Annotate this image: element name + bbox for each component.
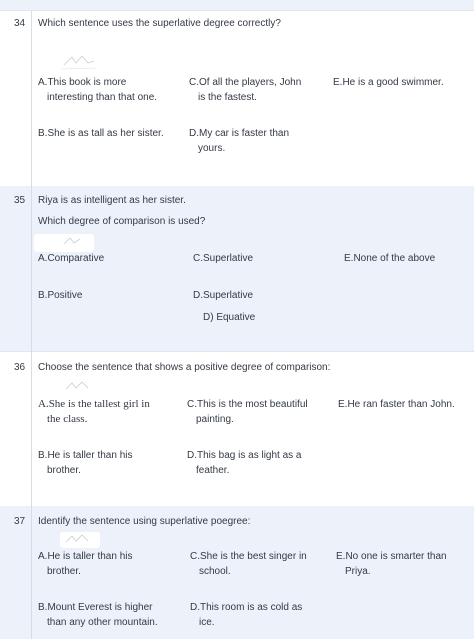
option-b-line2: than any other mountain.: [47, 617, 158, 628]
option-b-line2: brother.: [47, 465, 81, 476]
option-e[interactable]: [338, 397, 455, 412]
option-c-line2: school.: [199, 566, 231, 577]
option-a[interactable]: [38, 397, 150, 427]
scribble-mark: [62, 379, 98, 395]
question-35: [0, 186, 474, 351]
question-number: 37: [14, 516, 26, 527]
option-a-line1: A.This book is more: [38, 77, 127, 88]
question-36: [0, 351, 474, 506]
question-text: Identify the sentence using superlative poegree:: [38, 516, 251, 527]
option-a[interactable]: [38, 75, 157, 105]
option-e-line1: E.He ran faster than John.: [338, 399, 455, 410]
option-e[interactable]: [333, 75, 444, 90]
option-extra-line1: D) Equative: [203, 312, 256, 323]
option-d-line2: yours.: [198, 143, 226, 154]
option-e-line2: Priya.: [345, 566, 371, 577]
option-d[interactable]: [193, 288, 253, 303]
option-d-line1: D.My car is faster than: [189, 128, 290, 139]
option-c[interactable]: [190, 549, 307, 579]
option-c-line2: painting.: [196, 414, 234, 425]
option-b-line1: B.Mount Everest is higher: [38, 602, 153, 613]
option-a[interactable]: [38, 549, 133, 579]
option-a[interactable]: [38, 251, 104, 266]
divider: [31, 506, 32, 639]
question-number: 35: [14, 195, 26, 206]
divider: [31, 351, 32, 506]
option-e[interactable]: [336, 549, 447, 579]
option-b-line1: B.Positive: [38, 290, 83, 301]
option-c-line2: is the fastest.: [198, 92, 257, 103]
option-b[interactable]: [38, 448, 133, 478]
question-34: [0, 11, 474, 186]
question-37: [0, 506, 474, 639]
option-a-line2: the class.: [47, 413, 88, 425]
option-b-line1: B.He is taller than his: [38, 450, 133, 461]
option-c-line1: C.Superlative: [193, 253, 254, 264]
option-e[interactable]: [344, 251, 435, 266]
scribble-mark: [60, 532, 100, 548]
option-b[interactable]: [38, 288, 82, 303]
question-text: Choose the sentence that shows a positive degree of comparison:: [38, 362, 331, 373]
option-e-line1: E.He is a good swimmer.: [333, 77, 444, 88]
question-subtext: Which degree of comparison is used?: [38, 216, 206, 227]
scribble-mark: [60, 51, 100, 75]
question-number: 36: [14, 362, 26, 373]
question-text: Which sentence uses the superlative degree correctly?: [38, 18, 281, 29]
option-e-line1: E.No one is smarter than: [336, 551, 447, 562]
option-c[interactable]: [187, 397, 308, 427]
option-extra[interactable]: [203, 310, 255, 325]
option-d-line2: feather.: [196, 465, 230, 476]
option-c[interactable]: [193, 251, 253, 266]
option-d[interactable]: [187, 448, 302, 478]
option-b[interactable]: [38, 600, 158, 630]
option-a-line2: brother.: [47, 566, 81, 577]
option-d[interactable]: [189, 126, 289, 156]
option-a-line2: interesting than that one.: [47, 92, 158, 103]
top-strip: [0, 0, 474, 11]
question-text: Riya is as intelligent as her sister.: [38, 195, 186, 206]
option-d-line1: D.Superlative: [193, 290, 254, 301]
divider: [31, 11, 32, 186]
divider: [31, 186, 32, 351]
option-a-line1: A.He is taller than his: [38, 551, 133, 562]
option-a-line1: A.Comparative: [38, 253, 105, 264]
option-e-line1: E.None of the above: [344, 253, 436, 264]
option-c-line1: C.This is the most beautiful: [187, 399, 308, 410]
option-d-line1: D.This bag is as light as a: [187, 450, 302, 461]
option-b[interactable]: [38, 126, 164, 141]
option-d[interactable]: [190, 600, 302, 630]
option-d-line1: D.This room is as cold as: [190, 602, 303, 613]
option-a-line1: A.She is the tallest girl in: [38, 398, 150, 410]
option-c-line1: C.She is the best singer in: [190, 551, 307, 562]
question-number: 34: [14, 18, 26, 29]
option-d-line2: ice.: [199, 617, 215, 628]
option-c[interactable]: [189, 75, 301, 105]
option-c-line1: C.Of all the players, John: [189, 77, 302, 88]
option-b-line1: B.She is as tall as her sister.: [38, 128, 164, 139]
separator: [0, 351, 474, 352]
